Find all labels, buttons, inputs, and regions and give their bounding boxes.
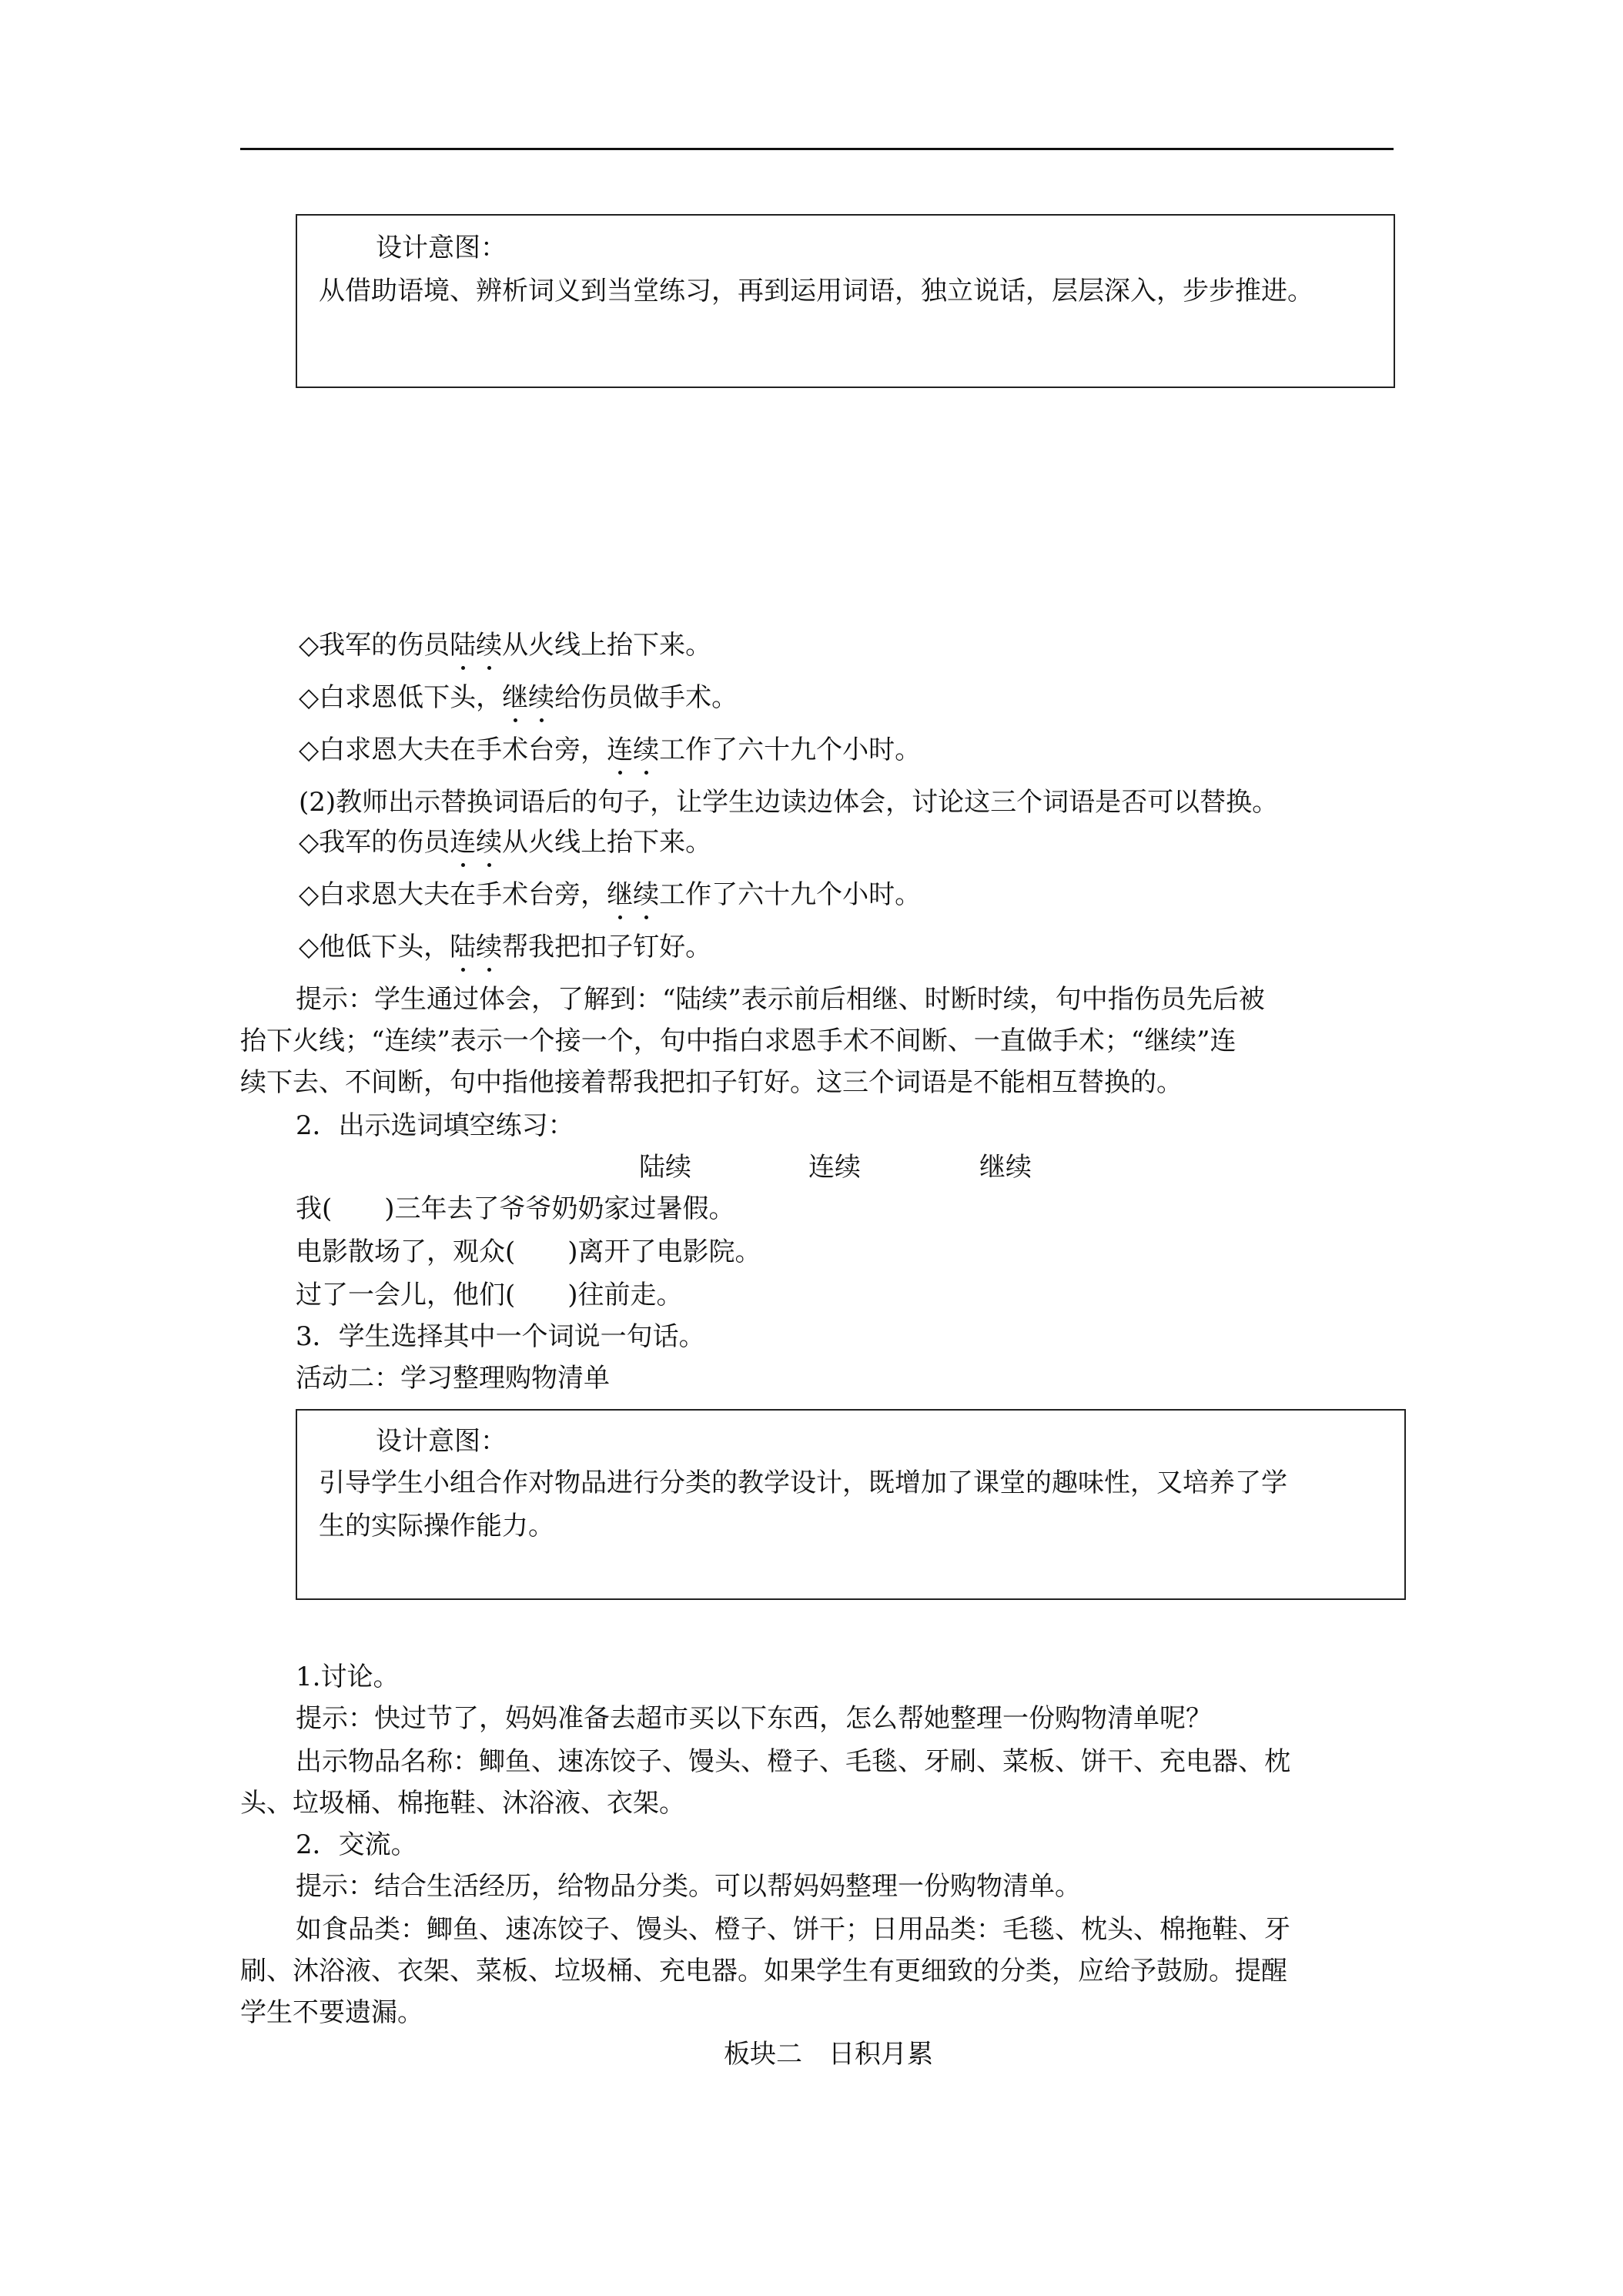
tail-line: 出示物品名称：鲫鱼、速冻饺子、馒头、橙子、毛毯、牙刷、菜板、饼干、充电器、枕 <box>296 1746 1290 1777</box>
replaced-sentence: ◇他低下头，陆续帮我把扣子钉好。 <box>299 932 712 962</box>
step-3: 3．学生选择其中一个词说一句话。 <box>296 1321 705 1352</box>
exchange-heading: 2．交流。 <box>296 1829 417 1860</box>
fill-blank-item: 电影散场了，观众( )离开了电影院。 <box>296 1237 761 1267</box>
fill-blank-item: 过了一会儿，他们( )往前走。 <box>296 1280 683 1310</box>
header-rule <box>240 148 1394 150</box>
design-intent-text-2: 引导学生小组合作对物品进行分类的教学设计，既增加了课堂的趣味性，又培养了学 <box>319 1468 1287 1498</box>
design-intent-title-2: 设计意图： <box>376 1426 507 1457</box>
tail-line: 学生不要遗漏。 <box>240 1997 423 2028</box>
tail-line: 刷、沐浴液、衣架、菜板、垃圾桶、充电器。如果学生有更细致的分类，应给予鼓励。提醒 <box>240 1956 1287 1986</box>
tail-line: 头、垃圾桶、棉拖鞋、沐浴液、衣架。 <box>240 1788 685 1819</box>
fill-blank-item: 我( )三年去了爷爷奶奶家过暑假。 <box>296 1193 735 1224</box>
example-sentence: ◇白求恩低下头，继续给伤员做手术。 <box>299 682 738 713</box>
discussion-heading: 1.讨论。 <box>296 1662 400 1692</box>
section-title: 板块二 日积月累 <box>724 2039 933 2070</box>
hint-line: 抬下火线；“连续”表示一个接一个，句中指白求恩手术不间断、一直做手术；“继续”连 <box>240 1026 1236 1056</box>
example-sentence: ◇我军的伤员陆续从火线上抬下来。 <box>299 630 712 661</box>
hint-line: 续下去、不间断，句中指他接着帮我把扣子钉好。这三个词语是不能相互替换的。 <box>240 1067 1183 1098</box>
tail-line: 提示：结合生活经历，给物品分类。可以帮妈妈整理一份购物清单。 <box>296 1871 1081 1902</box>
tail-line: 如食品类：鲫鱼、速冻饺子、馒头、橙子、饼干；日用品类：毛毯、枕头、棉拖鞋、牙 <box>296 1914 1290 1945</box>
word-choice: 连续 <box>808 1152 861 1183</box>
step-2-instruction: (2)教师出示替换词语后的句子，让学生边读边体会，讨论这三个词语是否可以替换。 <box>299 787 1279 818</box>
word-choice: 继续 <box>979 1152 1032 1183</box>
replaced-sentence: ◇白求恩大夫在手术台旁，继续工作了六十九个小时。 <box>299 879 922 910</box>
hint-line: 提示：学生通过体会，了解到：“陆续”表示前后相继、时断时续，句中指伤员先后被 <box>296 984 1265 1015</box>
activity-2-heading: 活动二：学习整理购物清单 <box>296 1363 610 1394</box>
word-choice: 陆续 <box>639 1152 691 1183</box>
design-intent-text-2: 生的实际操作能力。 <box>319 1511 554 1541</box>
example-sentence: ◇白求恩大夫在手术台旁，连续工作了六十九个小时。 <box>299 735 922 765</box>
tail-line: 提示：快过节了，妈妈准备去超市买以下东西，怎么帮她整理一份购物清单呢？ <box>296 1703 1212 1734</box>
design-intent-text-1: 从借助语境、辨析词义到当堂练习，再到运用词语，独立说话，层层深入，步步推进。 <box>319 276 1313 306</box>
replaced-sentence: ◇我军的伤员连续从火线上抬下来。 <box>299 827 712 858</box>
design-intent-title-1: 设计意图： <box>376 233 507 263</box>
step-2-title: 2．出示选词填空练习： <box>296 1110 574 1141</box>
